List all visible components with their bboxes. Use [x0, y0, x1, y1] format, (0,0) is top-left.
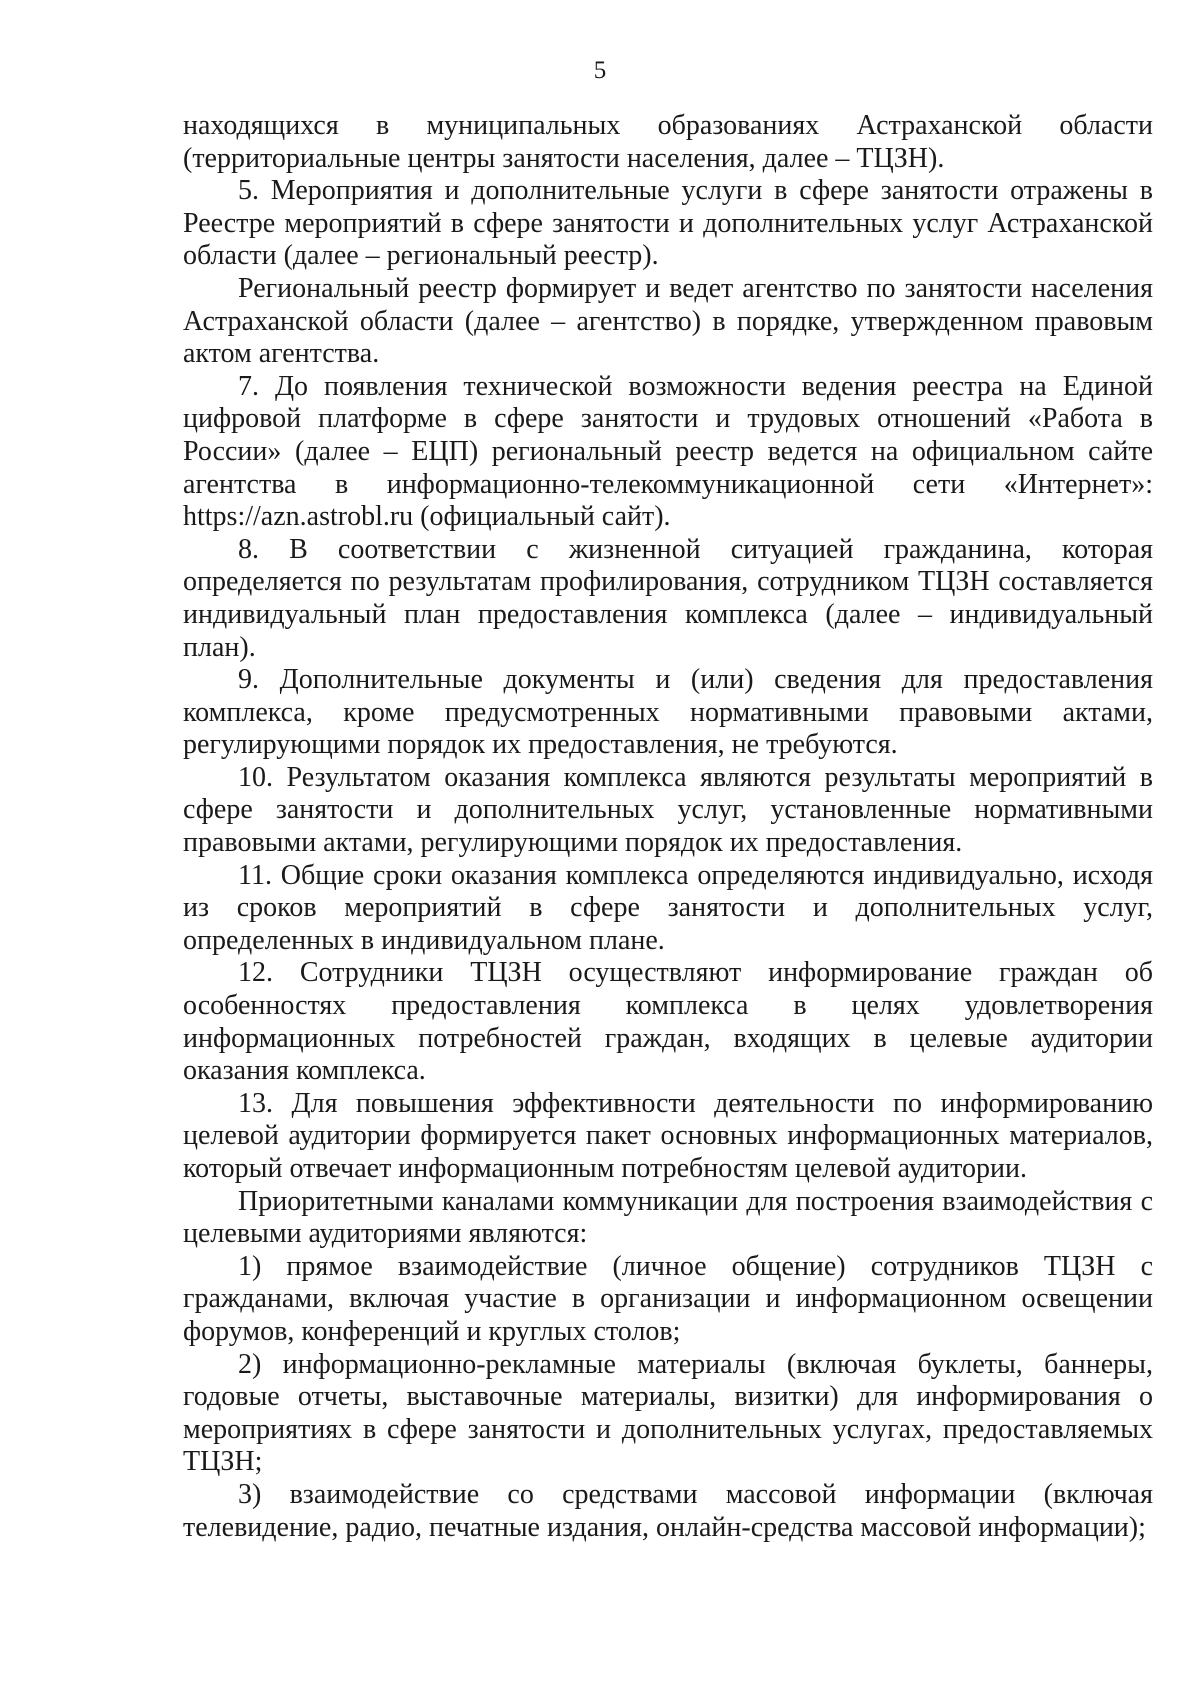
page-number: 5 [593, 57, 607, 84]
paragraph-item-13: 13. Для повышения эффективности деятельности по информированию целевой аудитории формируется пакет основных информационных материалов, который отвечает информационным потребностям целевой аудитории. [183, 1087, 1153, 1184]
list-item-1: 1) прямое взаимодействие (личное общение) сотрудников ТЦЗН с гражданами, включая участие в организации и информационном освещении форумов, конференций и круглых столов; [183, 1250, 1153, 1347]
paragraph-item-9: 9. Дополнительные документы и (или) сведения для предоставления комплекса, кроме предусмотренных нормативными правовыми актами, регулирующими порядок их предоставления, не требуются. [183, 664, 1153, 761]
paragraph-priority-channels: Приоритетными каналами коммуникации для построения взаимодействия с целевыми аудиториями являются: [183, 1185, 1153, 1250]
paragraph-item-5: 5. Мероприятия и дополнительные услуги в сфере занятости отражены в Реестре мероприятий в сфере занятости и дополнительных услуг Астраханской области (далее – региональный реестр). [183, 175, 1153, 272]
document-body [183, 110, 1153, 1544]
list-item-3: 3) взаимодействие со средствами массовой информации (включая телевидение, радио, печатные издания, онлайн-средства массовой информации); [183, 1478, 1153, 1543]
list-item-2: 2) информационно-рекламные материалы (включая буклеты, баннеры, годовые отчеты, выставочные материалы, визитки) для информирования о мероприятиях в сфере занятости и дополнительных услугах, предоставляемых ТЦЗН; [183, 1348, 1153, 1478]
paragraph-item-7: 7. До появления технической возможности ведения реестра на Единой цифровой платформе в сфере занятости и трудовых отношений «Работа в России» (далее – ЕЦП) региональный реестр ведется на официальном сайте агентства в информационно-телекоммуникационной сети «Интернет»: https://azn.astrobl.ru (официальный сайт). [183, 370, 1153, 533]
paragraph-item-10: 10. Результатом оказания комплекса являются результаты мероприятий в сфере занятости и дополнительных услуг, установленные нормативными правовыми актами, регулирующими порядок их предоставления. [183, 761, 1153, 859]
paragraph-item-12: 12. Сотрудники ТЦЗН осуществляют информирование граждан об особенностях предоставления комплекса в целях удовлетворения информационных потребностей граждан, входящих в целевые аудитории оказания комплекса. [183, 957, 1153, 1087]
paragraph-continuation: находящихся в муниципальных образованиях Астраханской области (территориальные центры занятости населения, далее – ТЦЗН). [183, 110, 1153, 174]
paragraph-regional-registry: Региональный реестр формирует и ведет агентство по занятости населения Астраханской области (далее – агентство) в порядке, утвержденном правовым актом агентства. [183, 272, 1153, 370]
paragraph-item-11: 11. Общие сроки оказания комплекса определяются индивидуально, исходя из сроков мероприятий в сфере занятости и дополнительных услуг, определенных в индивидуальном плане. [183, 859, 1153, 956]
paragraph-item-8: 8. В соответствии с жизненной ситуацией гражданина, которая определяется по результатам профилирования, сотрудником ТЦЗН составляется индивидуальный план предоставления комплекса (далее – индивидуальный план). [183, 533, 1153, 663]
